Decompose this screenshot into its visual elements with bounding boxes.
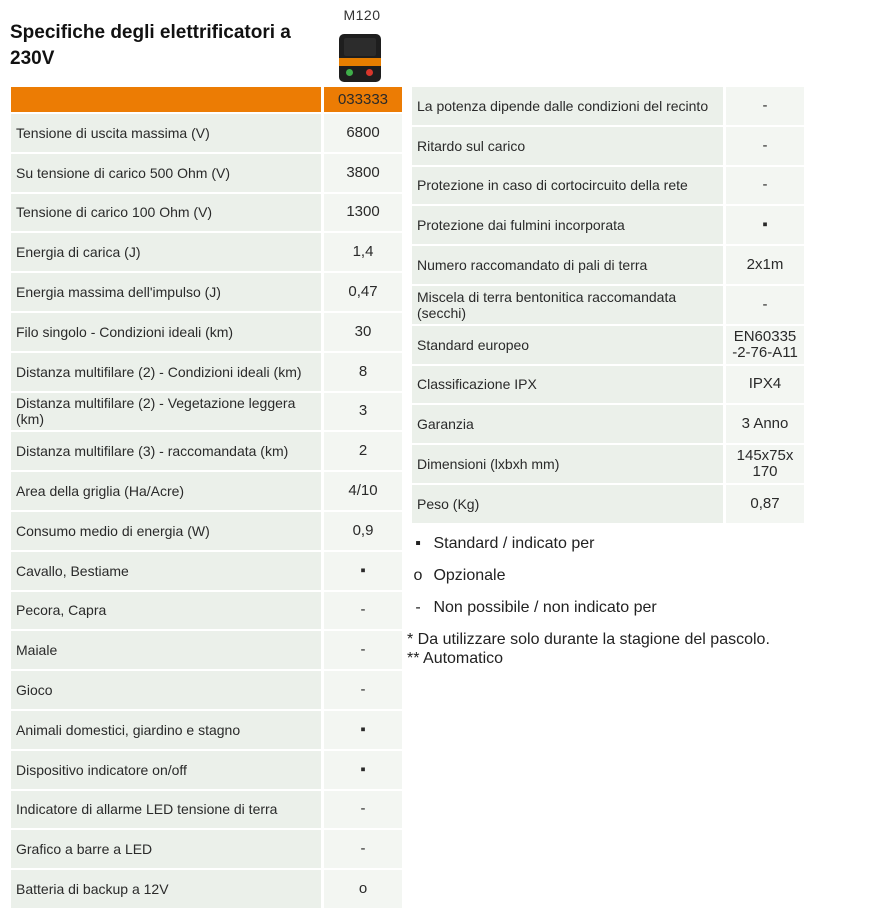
spec-label: Miscela di terra bentonitica raccomandata (secchi): [412, 286, 723, 326]
spec-value: 0,9: [321, 512, 402, 552]
spec-label: Batteria di backup a 12V: [11, 870, 321, 910]
spec-row: [11, 154, 402, 194]
page-title: Specifiche degli elettrificatori a 230V: [10, 22, 291, 69]
spec-value: -: [321, 791, 402, 831]
device-orange-strip: [339, 58, 381, 66]
spec-row: [11, 631, 402, 671]
spec-row: [412, 405, 804, 445]
header-label: [11, 87, 321, 114]
spec-value: EN60335 -2-76-A11: [723, 326, 804, 366]
legend-symbol: -: [415, 599, 421, 616]
spec-label: Dimensioni (lxbxh mm): [412, 445, 723, 485]
spec-label: Distanza multifilare (3) - raccomandata (km): [11, 432, 321, 472]
legend-item-not-possible: [407, 598, 867, 630]
spec-row: [11, 233, 402, 273]
spec-value: 145x75x 170: [723, 445, 804, 485]
spec-row: [11, 432, 402, 472]
spec-row: [412, 366, 804, 406]
device-red-button: [366, 69, 373, 76]
spec-label: Filo singolo - Condizioni ideali (km): [11, 313, 321, 353]
spec-label: Energia massima dell'impulso (J): [11, 273, 321, 313]
spec-label: Distanza multifilare (2) - Condizioni ideali (km): [11, 353, 321, 393]
spec-row: [11, 313, 402, 353]
spec-label: Numero raccomandato di pali di terra: [412, 246, 723, 286]
spec-value: 0,87: [723, 485, 804, 525]
spec-value: 8: [321, 353, 402, 393]
legend-symbol: o: [413, 567, 423, 584]
legend-text: Non possibile / non indicato per: [433, 599, 657, 616]
spec-row: [412, 485, 804, 525]
legend: [407, 534, 867, 667]
spec-row: [11, 592, 402, 632]
spec-row: [412, 127, 804, 167]
spec-value: 1300: [321, 194, 402, 234]
device-screen: [344, 38, 376, 56]
spec-value: 30: [321, 313, 402, 353]
spec-label: Grafico a barre a LED: [11, 830, 321, 870]
spec-value: -: [723, 167, 804, 207]
spec-row: [11, 512, 402, 552]
spec-row: [11, 751, 402, 791]
spec-value: ▪: [321, 552, 402, 592]
spec-value: -: [723, 127, 804, 167]
spec-label: Protezione in caso di cortocircuito della rete: [412, 167, 723, 207]
spec-row: [11, 870, 402, 910]
spec-value: -: [321, 830, 402, 870]
spec-row: [11, 194, 402, 234]
spec-label: Protezione dai fulmini incorporata: [412, 206, 723, 246]
spec-label: Animali domestici, giardino e stagno: [11, 711, 321, 751]
legend-text: Opzionale: [433, 567, 506, 584]
right-spec-table: [412, 87, 804, 525]
header-row: [11, 87, 402, 114]
spec-label: Pecora, Capra: [11, 592, 321, 632]
spec-row: [11, 393, 402, 433]
footnote-season: * Da utilizzare solo durante la stagione del pascolo.: [407, 631, 770, 648]
spec-row: [412, 286, 804, 326]
spec-label: Ritardo sul carico: [412, 127, 723, 167]
spec-label: Tensione di uscita massima (V): [11, 114, 321, 154]
spec-label: Garanzia: [412, 405, 723, 445]
spec-row: [412, 167, 804, 207]
legend-text: Standard / indicato per: [433, 535, 595, 552]
spec-value: -: [723, 87, 804, 127]
spec-label: Su tensione di carico 500 Ohm (V): [11, 154, 321, 194]
spec-label: Dispositivo indicatore on/off: [11, 751, 321, 791]
spec-label: Cavallo, Bestiame: [11, 552, 321, 592]
spec-value: 3800: [321, 154, 402, 194]
spec-value: ▪: [723, 206, 804, 246]
spec-row: [11, 114, 402, 154]
spec-row: [11, 711, 402, 751]
spec-row: [11, 273, 402, 313]
spec-value: ▪: [321, 751, 402, 791]
model-name: M120: [343, 7, 381, 23]
spec-value: -: [723, 286, 804, 326]
spec-row: [11, 830, 402, 870]
spec-row: [412, 326, 804, 366]
spec-value: -: [321, 592, 402, 632]
spec-value: 6800: [321, 114, 402, 154]
article-code: 033333: [321, 87, 402, 114]
device-green-button: [346, 69, 353, 76]
spec-row: [11, 552, 402, 592]
spec-label: Peso (Kg): [412, 485, 723, 525]
spec-row: [11, 791, 402, 831]
legend-item-optional: [407, 566, 867, 598]
spec-label: La potenza dipende dalle condizioni del recinto: [412, 87, 723, 127]
spec-value: -: [321, 631, 402, 671]
spec-label: Area della griglia (Ha/Acre): [11, 472, 321, 512]
spec-value: 0,47: [321, 273, 402, 313]
spec-row: [412, 206, 804, 246]
spec-row: [412, 87, 804, 127]
spec-label: Tensione di carico 100 Ohm (V): [11, 194, 321, 234]
spec-label: Energia di carica (J): [11, 233, 321, 273]
legend-symbol: ▪: [415, 535, 421, 552]
footnote-automatic: ** Automatico: [407, 650, 504, 667]
spec-value: IPX4: [723, 366, 804, 406]
spec-label: Classificazione IPX: [412, 366, 723, 406]
spec-value: 2x1m: [723, 246, 804, 286]
spec-label: Indicatore di allarme LED tensione di terra: [11, 791, 321, 831]
left-spec-table: [11, 87, 402, 910]
spec-label: Maiale: [11, 631, 321, 671]
spec-row: [412, 246, 804, 286]
spec-value: ▪: [321, 711, 402, 751]
spec-label: Consumo medio di energia (W): [11, 512, 321, 552]
spec-value: 2: [321, 432, 402, 472]
legend-item-standard: [407, 534, 867, 566]
spec-value: 1,4: [321, 233, 402, 273]
spec-value: 3 Anno: [723, 405, 804, 445]
spec-value: 3: [321, 393, 402, 433]
spec-row: [11, 472, 402, 512]
spec-value: 4/10: [321, 472, 402, 512]
spec-row: [11, 671, 402, 711]
spec-row: [412, 445, 804, 485]
spec-label: Distanza multifilare (2) - Vegetazione leggera (km): [11, 393, 321, 433]
spec-row: [11, 353, 402, 393]
spec-value: o: [321, 870, 402, 910]
energizer-product-image: [339, 34, 381, 82]
spec-label: Gioco: [11, 671, 321, 711]
spec-label: Standard europeo: [412, 326, 723, 366]
spec-value: -: [321, 671, 402, 711]
